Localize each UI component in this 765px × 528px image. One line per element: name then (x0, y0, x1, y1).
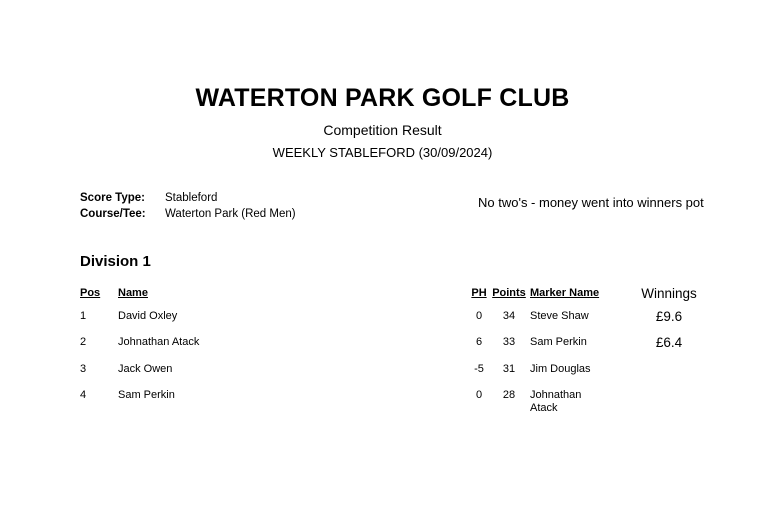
score-type-label: Score Type: (80, 192, 145, 204)
name-cell: David Oxley (118, 310, 178, 322)
marker-name-cell: Johnathan Atack (530, 389, 582, 414)
course-tee-label: Course/Tee: (80, 208, 146, 220)
col-header-points: Points (492, 287, 526, 299)
course-tee-value: Waterton Park (Red Men) (165, 208, 296, 220)
col-header-pos: Pos (80, 287, 101, 299)
table-row (0, 363, 765, 377)
table-row (0, 389, 765, 414)
pos-cell: 2 (80, 336, 87, 348)
winnings-cell: £6.4 (655, 335, 683, 350)
winnings-cell: £9.6 (655, 309, 683, 324)
ph-cell: 0 (475, 310, 483, 322)
col-header-marker-name: Marker Name (530, 287, 600, 299)
table-row (0, 336, 765, 350)
col-header-name: Name (118, 287, 148, 299)
ph-cell: -5 (474, 363, 484, 375)
pos-cell: 1 (80, 310, 87, 322)
name-cell: Johnathan Atack (118, 336, 200, 348)
score-type-value: Stableford (165, 192, 218, 204)
marker-name-cell: Sam Perkin (530, 336, 587, 348)
name-cell: Jack Owen (118, 363, 173, 375)
ph-cell: 0 (475, 389, 483, 401)
division-heading: Division 1 (80, 253, 151, 270)
marker-name-cell: Steve Shaw (530, 310, 589, 322)
page-subtitle: Competition Result (323, 122, 442, 138)
points-cell: 33 (502, 336, 516, 348)
event-name: WEEKLY STABLEFORD (30/09/2024) (272, 145, 493, 160)
table-header-row (0, 287, 765, 301)
table-row (0, 310, 765, 324)
points-cell: 31 (502, 363, 516, 375)
pos-cell: 4 (80, 389, 87, 401)
ph-cell: 6 (475, 336, 483, 348)
name-cell: Sam Perkin (118, 389, 175, 401)
points-cell: 28 (502, 389, 516, 401)
marker-name-cell: Jim Douglas (530, 363, 591, 375)
competition-note: No two's - money went into winners pot (478, 195, 704, 210)
col-header-ph: PH (471, 287, 487, 299)
page-title: WATERTON PARK GOLF CLUB (195, 84, 570, 112)
points-cell: 34 (502, 310, 516, 322)
col-header-winnings: Winnings (641, 286, 697, 301)
pos-cell: 3 (80, 363, 87, 375)
